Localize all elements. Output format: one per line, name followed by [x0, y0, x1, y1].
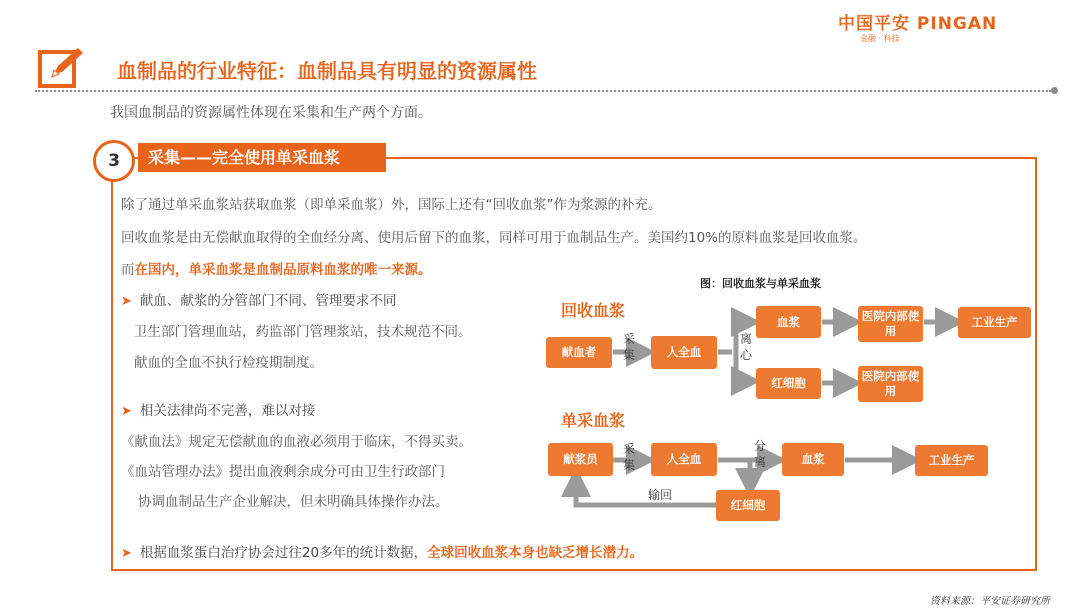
highlight-prefix: 而 — [121, 262, 135, 278]
arrow-bullet-icon: ➤ — [121, 294, 132, 309]
collect-label: 采集 — [622, 442, 635, 473]
plasma-box: 血浆 — [756, 306, 821, 338]
industry-box: 工业生产 — [915, 445, 988, 476]
collect-label: 采集 — [622, 332, 635, 363]
recycled-plasma-label: 回收血浆 — [561, 301, 626, 320]
paragraph-1: 除了通过单采血浆站获取血浆（即单采血浆）外，国际上还有“回收血浆”作为浆源的补充。 — [121, 197, 662, 213]
bullet-highlight: 全球回收血浆本身也缺乏增长潜力。 — [427, 545, 644, 561]
arrow-bullet-icon: ➤ — [121, 546, 132, 561]
bullet-title: 相关法律尚不完善，难以对接 — [139, 403, 316, 419]
hospital-box: 医院内部使用 — [858, 366, 923, 402]
bullet-line: 协调血制品生产企业解决，但未明确具体操作办法。 — [138, 494, 449, 510]
whole-blood-box: 人全血 — [651, 443, 717, 476]
bullet-line: 《献血法》规定无偿献血的血液必须用于临床，不得买卖。 — [121, 434, 472, 450]
bullet-line: 献血的全血不执行检疫期制度。 — [134, 355, 323, 371]
bullet-prefix: 根据血浆蛋白治疗协会过往20多年的统计数据， — [139, 545, 428, 561]
paragraph-2: 回收血浆是由无偿献血取得的全血经分离、使用后留下的血浆，同样可用于血制品生产。美国约10%的原料血浆是回收血浆。 — [121, 230, 867, 246]
donor-box: 献血者 — [546, 337, 612, 368]
company-slogan: 金融 · 科技 — [860, 34, 900, 43]
rbc-box: 红细胞 — [756, 368, 821, 399]
bullet-title: 献血、献浆的分管部门不同、管理要求不同 — [139, 293, 397, 309]
hospital-box: 医院内部使用 — [858, 306, 923, 342]
arrow-bullet-icon: ➤ — [121, 404, 132, 419]
page-subtitle: 我国血制品的资源属性体现在采集和生产两个方面。 — [110, 105, 432, 121]
plasma-donor-box: 献浆员 — [548, 443, 613, 476]
page-title: 血制品的行业特征：血制品具有明显的资源属性 — [117, 59, 537, 83]
section-number: 3 — [93, 140, 135, 182]
single-plasma-label: 单采血浆 — [561, 411, 626, 430]
bullet-line: 卫生部门管理血站，药监部门管理浆站，技术规范不同。 — [134, 324, 472, 340]
company-logo: 中国平安 PINGAN — [838, 14, 998, 34]
highlight-text: 在国内，单采血浆是血制品原料血浆的唯一来源。 — [134, 262, 432, 278]
bullet-line: 《血站管理办法》提出血液剩余成分可由卫生行政部门 — [121, 464, 445, 480]
source-note: 资料来源：平安证券研究所 — [930, 596, 1050, 607]
centrifuge-label: 离心 — [739, 332, 752, 363]
figure-title: 图：回收血浆与单采血浆 — [700, 277, 821, 290]
return-label: 输回 — [648, 488, 673, 502]
section-heading: 采集——完全使用单采血浆 — [138, 143, 386, 172]
rbc-box: 红细胞 — [716, 490, 780, 521]
whole-blood-box: 人全血 — [651, 336, 717, 369]
plasma-box: 血浆 — [782, 443, 844, 476]
separate-label: 分离 — [753, 439, 766, 470]
industry-box: 工业生产 — [958, 307, 1031, 338]
